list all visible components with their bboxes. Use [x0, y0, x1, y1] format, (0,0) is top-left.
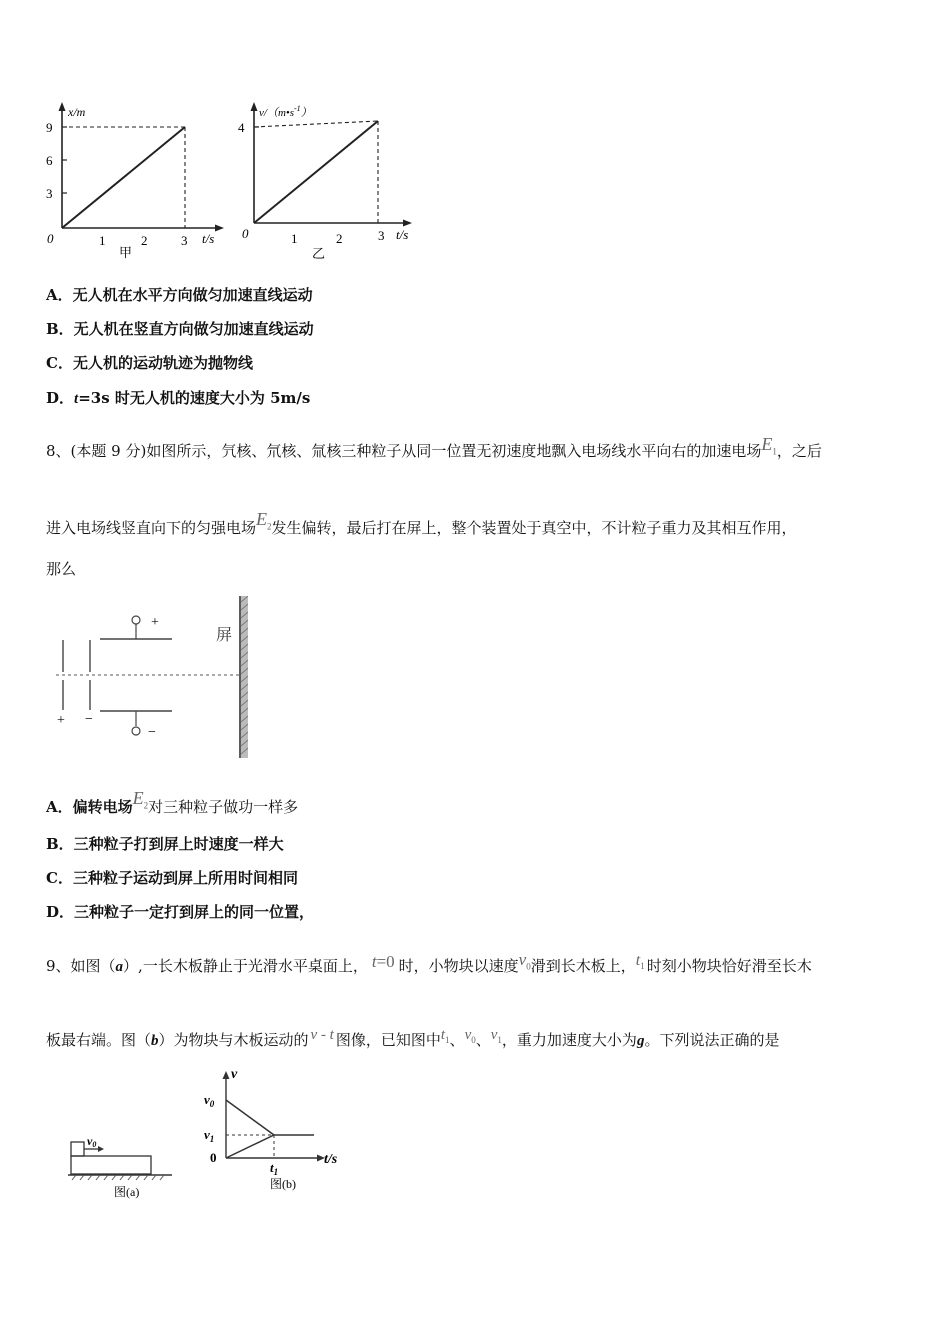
long-board	[71, 1156, 151, 1174]
q9-line-1: 9、如图（a）,一长木板静止于光滑水平桌面上， t=0 时，小物块以速度$v_0$滑到长木板上，$t_1$ 时刻小物块恰好滑至长木	[46, 950, 812, 975]
q7-option-a: A．无人机在水平方向做匀加速直线运动	[46, 286, 313, 304]
figure-caption: 图(b)	[270, 1177, 296, 1191]
origin-label: 0	[242, 226, 249, 241]
x-tick-1: 1	[291, 231, 298, 246]
y-axis-label: x/m	[68, 105, 86, 119]
origin-label: 0	[47, 231, 54, 246]
q7-option-d: D．t=3s 时无人机的速度大小为 5m/s	[46, 389, 311, 407]
q8-line-3: 那么	[46, 560, 77, 578]
x-tick-1: 1	[99, 233, 106, 248]
q8-option-b: B．三种粒子打到屏上时速度一样大	[46, 835, 284, 853]
v-axis-label: v	[231, 1067, 238, 1082]
q8-option-c: C．三种粒子运动到屏上所用时间相同	[46, 869, 298, 887]
accel-minus: −	[85, 712, 93, 727]
screen-label: 屏	[216, 627, 233, 644]
q8-line-2: 进入电场线竖直向下的匀强电场$E_2$发生偏转，最后打在屏上，整个装置处于真空中，不计粒子重力及其相互作用，	[46, 509, 797, 537]
x-tick-2: 2	[336, 231, 343, 246]
q7-option-c: C．无人机的运动轨迹为抛物线	[46, 354, 253, 372]
x-axis-arrow	[215, 225, 224, 232]
v0-tick: $v_0$	[204, 1092, 215, 1109]
data-line	[62, 127, 185, 228]
x-tick-2: 2	[141, 233, 148, 248]
figure-caption: 图(a)	[114, 1185, 140, 1199]
deflect-plus: +	[151, 615, 159, 630]
board-v-line	[226, 1135, 274, 1158]
x-axis-label: t/s	[202, 231, 215, 246]
graph-caption: 乙	[312, 246, 326, 261]
y-axis-label: $v/(m•s^{-1})$	[259, 104, 312, 119]
q8-option-d: D．三种粒子一定打到屏上的同一位置，	[46, 903, 315, 921]
q9-figure-b	[198, 1064, 358, 1194]
x-axis-arrow	[403, 220, 412, 227]
y-axis-arrow	[251, 102, 258, 111]
graph-caption: 甲	[119, 245, 133, 260]
y-tick-3: 3	[46, 186, 53, 201]
q9-line-2: 板最右端。图（b）为物块与木板运动的 v - t 图像，已知图中$t_1$、$v_0$、$v_1$，重力加速度大小为g。下列说法正确的是	[46, 1027, 780, 1049]
q8-apparatus-diagram	[50, 592, 260, 762]
q8-line-1: 8、(本题 9 分)如图所示，氕核、氘核、氚核三种粒子从同一位置无初速度地飘入电场线水平向右的加速电场$E_1$，之后	[46, 434, 822, 460]
dashed-guide	[254, 121, 378, 127]
terminal-bottom	[132, 727, 140, 735]
accel-plus: +	[57, 713, 65, 728]
graph-yi	[232, 98, 422, 268]
t1-tick: $t_1$	[270, 1160, 279, 1177]
v1-tick: $v_1$	[204, 1127, 215, 1144]
q7-option-b: B．无人机在竖直方向做匀加速直线运动	[46, 320, 314, 338]
q8-option-a: A．偏转电场$E_2$对三种粒子做功一样多	[46, 788, 299, 816]
y-tick-6: 6	[46, 153, 53, 168]
deflect-minus: −	[148, 725, 156, 740]
block	[71, 1142, 84, 1156]
terminal-top	[132, 616, 140, 624]
graph-jia	[40, 98, 230, 268]
x-tick-3: 3	[378, 228, 385, 243]
block-v-line	[226, 1100, 274, 1135]
v0-label: v0	[87, 1134, 97, 1149]
y-tick-9: 9	[46, 120, 53, 135]
x-axis-label: t/s	[396, 227, 409, 242]
q9-figure-a	[62, 1130, 182, 1205]
data-line	[254, 121, 378, 223]
origin-label: 0	[210, 1150, 217, 1165]
t-axis-label: t/s	[324, 1152, 338, 1167]
y-axis-arrow	[59, 102, 66, 111]
y-tick-4: 4	[238, 120, 245, 135]
x-tick-3: 3	[181, 233, 188, 248]
